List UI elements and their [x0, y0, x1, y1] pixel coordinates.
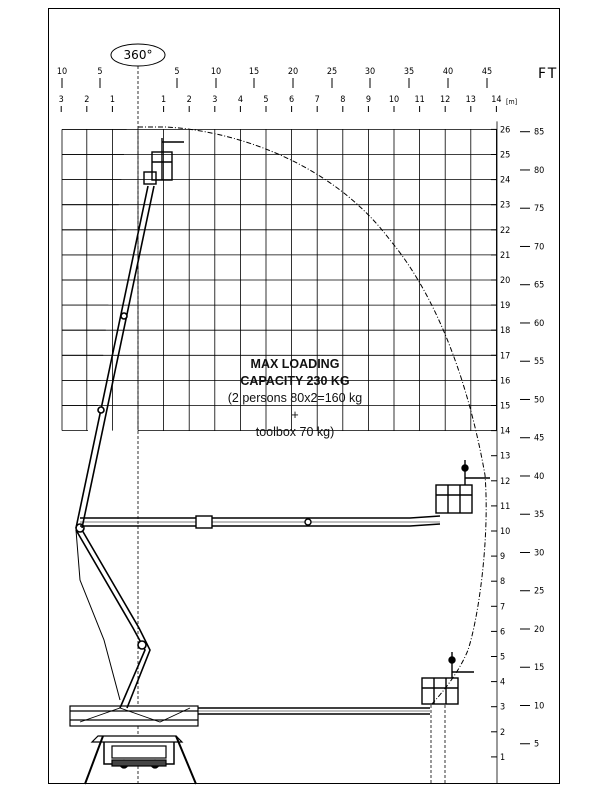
right-m-label: 21 — [500, 250, 511, 261]
right-ft-label: 15 — [534, 663, 545, 674]
right-m-label: 22 — [500, 225, 511, 236]
right-scale — [491, 125, 544, 763]
right-m-label: 12 — [500, 476, 511, 487]
right-ft-label: 80 — [534, 165, 545, 176]
top-m-label: 10 — [388, 95, 400, 105]
ft-unit-label: FT — [538, 66, 559, 82]
top-m-label: 3 — [212, 95, 218, 105]
right-m-label: 18 — [500, 326, 511, 337]
right-m-label: 14 — [500, 426, 511, 437]
right-ft-label: 75 — [534, 204, 545, 215]
right-ft-label: 25 — [534, 586, 545, 597]
top-ft-label: 10 — [56, 67, 68, 77]
right-m-label: 11 — [500, 501, 511, 512]
top-ft-label: 25 — [326, 67, 338, 77]
top-m-label: 1 — [161, 95, 167, 105]
top-ft-label: 45 — [481, 67, 493, 77]
right-ft-label: 20 — [534, 624, 545, 635]
right-ft-label: 5 — [534, 739, 540, 750]
right-ft-label: 50 — [534, 395, 545, 406]
grid — [62, 121, 497, 784]
top-m-label: 3 — [58, 95, 64, 105]
top-ft-label: 10 — [210, 67, 222, 77]
boom-lower — [76, 524, 150, 708]
top-ft-label: 35 — [403, 67, 415, 77]
top-ft-label: 40 — [442, 67, 454, 77]
machine-base — [70, 706, 198, 784]
top-m-label: 12 — [440, 95, 451, 105]
boom-vertical — [76, 186, 154, 528]
right-m-label: 16 — [500, 376, 511, 387]
right-ft-label: 35 — [534, 510, 545, 521]
top-m-label: 8 — [340, 95, 346, 105]
top-m-label: 4 — [237, 95, 243, 105]
basket-low — [422, 652, 474, 704]
top-m-label: 7 — [314, 95, 320, 105]
boom-horizontal-mid — [80, 516, 440, 528]
caption-line-5: toolbox 70 kg) — [255, 425, 335, 439]
right-ft-label: 70 — [534, 242, 545, 253]
right-ft-label: 40 — [534, 471, 545, 482]
right-m-label: 25 — [500, 150, 511, 161]
right-m-label: 24 — [500, 175, 511, 186]
right-ft-label: 60 — [534, 318, 545, 329]
boom-horizontal-low — [198, 708, 430, 714]
top-m-label: 13 — [465, 95, 476, 105]
rotation-label: 360° — [123, 48, 153, 62]
top-m-label: 6 — [289, 95, 295, 105]
right-m-label: 26 — [500, 125, 511, 136]
top-ft-label: 30 — [364, 67, 376, 77]
top-m-label: 2 — [84, 95, 90, 105]
caption-line-1: MAX LOADING — [250, 357, 340, 371]
right-m-label: 1 — [500, 752, 506, 763]
right-m-label: 19 — [500, 301, 511, 312]
top-m-label: 9 — [365, 95, 371, 105]
right-m-label: 15 — [500, 401, 511, 412]
right-m-label: 2 — [500, 727, 506, 738]
top-m-label: 2 — [186, 95, 192, 105]
right-m-label: 13 — [500, 451, 511, 462]
m-unit-label: [m] — [506, 98, 518, 106]
top-m-label: 1 — [109, 95, 115, 105]
top-ft-label: 5 — [174, 67, 180, 77]
right-m-label: 23 — [500, 200, 511, 211]
right-m-label: 10 — [500, 527, 511, 537]
right-m-label: 8 — [500, 577, 506, 588]
top-m-label: 5 — [263, 95, 269, 105]
right-m-label: 9 — [500, 552, 506, 563]
right-m-label: 20 — [500, 276, 511, 286]
right-m-label: 6 — [500, 627, 506, 638]
top-ft-label: 20 — [287, 67, 299, 77]
top-scale — [57, 67, 502, 112]
right-m-label: 17 — [500, 351, 511, 362]
right-ft-label: 10 — [534, 701, 545, 712]
right-m-label: 3 — [500, 702, 506, 713]
top-m-label: 11 — [414, 95, 425, 105]
top-ft-label: 15 — [248, 67, 260, 77]
top-m-label: 14 — [491, 95, 502, 105]
top-ft-label: 5 — [97, 67, 103, 77]
right-m-label: 7 — [500, 602, 506, 613]
caption-line-2: CAPACITY 230 KG — [240, 374, 350, 388]
right-ft-label: 65 — [534, 280, 545, 291]
right-ft-label: 55 — [534, 357, 545, 368]
right-ft-label: 30 — [534, 548, 545, 559]
right-ft-label: 45 — [534, 433, 545, 444]
load-capacity-caption — [200, 356, 390, 441]
caption-line-4: + — [291, 408, 299, 422]
basket-mid — [436, 460, 490, 513]
right-m-label: 4 — [500, 677, 506, 688]
caption-line-3: (2 persons 80x2=160 kg — [227, 391, 363, 405]
right-ft-label: 85 — [534, 127, 545, 138]
right-m-label: 5 — [500, 652, 506, 663]
